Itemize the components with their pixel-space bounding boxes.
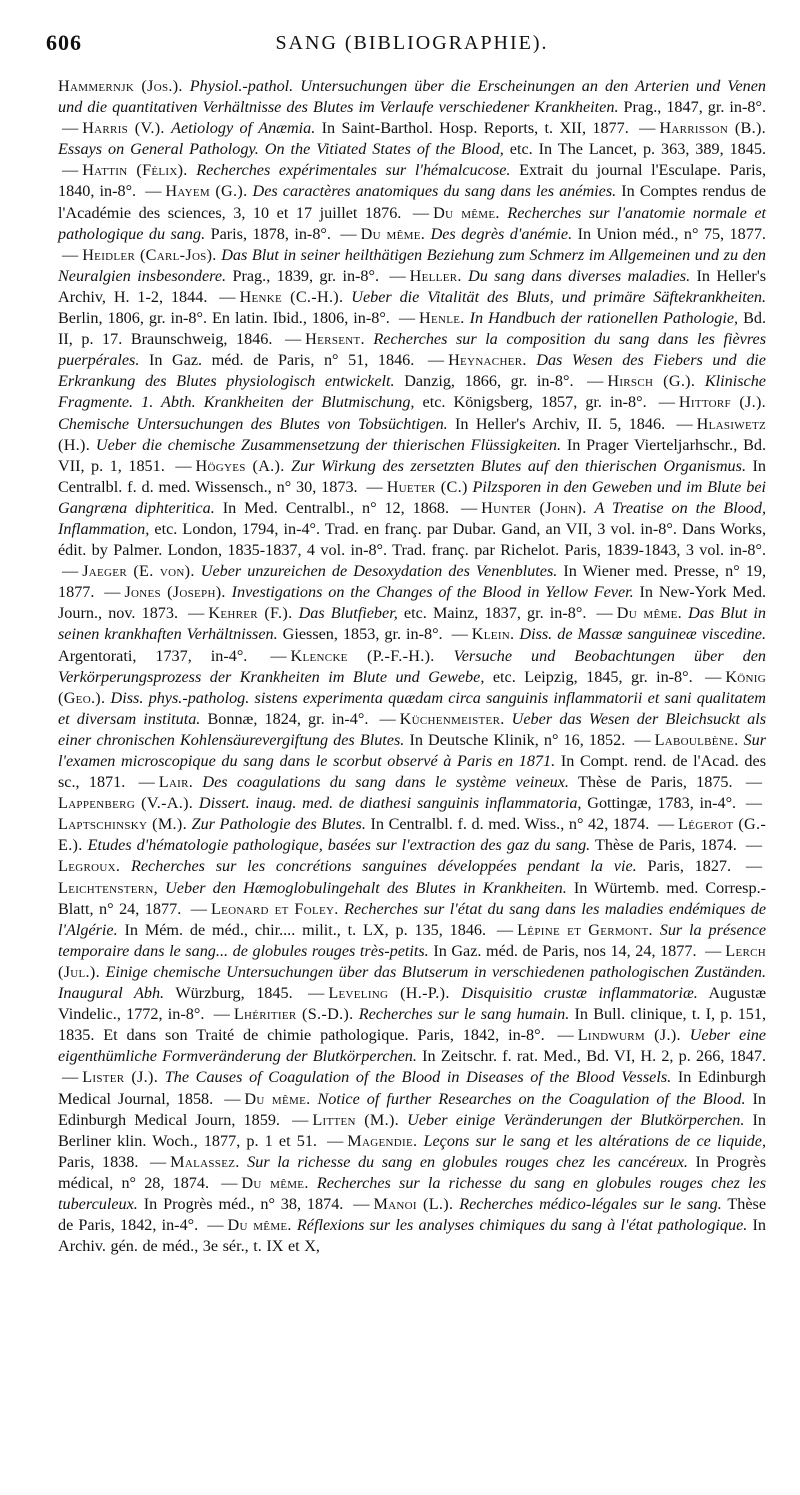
entry-separator: — bbox=[427, 351, 445, 370]
entry-title: Du sang dans diverses maladies. bbox=[468, 266, 691, 285]
entry-author: Jaeger (E. von). bbox=[82, 562, 195, 581]
entry-author: Hammernjk (Jos.). bbox=[58, 77, 183, 95]
entry-publication: In Deutsche Klinik, n° 16, 1852. bbox=[409, 730, 626, 749]
entry-separator: — bbox=[398, 309, 416, 328]
entry-author: Kehrer (F.). bbox=[208, 604, 293, 623]
entry-title: Zur Wirkung des zersetzten Blutes auf den thierischen Organismus. bbox=[291, 456, 746, 475]
entry-publication: In Progrès méd., n° 38, 1874. bbox=[143, 1194, 344, 1213]
entry-title: Recherches sur les concrétions sanguines développées pendant la vie. bbox=[130, 857, 637, 876]
entry-publication: Prag., 1839, gr. in-8°. bbox=[232, 266, 380, 285]
entry-publication: Gottingæ, 1783, in-4°. bbox=[587, 794, 737, 813]
entry-author: König (Geo.). bbox=[58, 667, 766, 707]
entry-author: Hunter (John). bbox=[481, 498, 587, 517]
page-number: 606 bbox=[46, 30, 82, 55]
entry-separator: — bbox=[412, 203, 430, 222]
entry-separator: — bbox=[224, 1089, 241, 1108]
entry-title: Ueber unzureichen de Desoxydation des Venenblutes. bbox=[200, 562, 558, 581]
entry-publication: etc. Leipzig, 1845, gr. in-8°. bbox=[492, 667, 693, 686]
entry-separator: — bbox=[639, 119, 656, 138]
entry-author: Heynacher. bbox=[448, 351, 527, 370]
entry-publication: In Mém. de méd., chir.... milit., t. LX, p. 135, 1846. bbox=[124, 920, 487, 939]
bibliography-entry bbox=[336, 225, 766, 243]
entry-separator: — bbox=[745, 794, 763, 813]
entry-author: Du même. bbox=[616, 604, 682, 623]
entry-separator: — bbox=[207, 1216, 224, 1235]
entry-author: Harrisson (B.). bbox=[659, 119, 766, 138]
entry-publication: In Zeitschr. f. rat. Med., Bd. VI, H. 2, p. 266, 1847. bbox=[422, 1047, 766, 1066]
entry-separator: — bbox=[587, 372, 604, 391]
entry-title: Ueber die chemische Zusammensetzung der thierischen Flüssigkeiten. bbox=[95, 435, 562, 454]
entry-separator: — bbox=[657, 815, 675, 834]
entry-title: Einige chemische Untersuchungen über das Blutserum in verschiedenen pathologischen Zuständen. Inaugural Abh. bbox=[58, 962, 767, 1003]
entry-author: Leichtenstern, bbox=[58, 878, 159, 897]
entry-publication: In Heller's Archiv, H. 1-2, 1844. bbox=[58, 266, 767, 306]
entry-author: Klencke (P.-F.-H.). bbox=[290, 646, 435, 665]
entry-author: Hayem (G.). bbox=[165, 182, 248, 201]
entry-title: Notice of further Researches on the Coagulation of the Blood. bbox=[317, 1089, 746, 1108]
entry-author: Hittorf (J.). bbox=[678, 393, 766, 412]
entry-publication: In Centralbl. f. d. med. Wiss., n° 42, 1874. bbox=[370, 815, 650, 834]
entry-publication: etc. Königsberg, 1857, gr. in-8°. bbox=[422, 393, 647, 412]
entry-author: Hersent. bbox=[305, 330, 365, 349]
entry-separator: — bbox=[149, 1152, 167, 1171]
entry-author: Heidler (Carl-Jos). bbox=[82, 245, 217, 264]
entry-separator: — bbox=[366, 477, 383, 496]
entry-title: Recherches médico-légales sur le sang. bbox=[459, 1194, 722, 1213]
entry-publication: Bonnæ, 1824, gr. in-4°. bbox=[207, 709, 369, 728]
entry-author: Litten (M.). bbox=[312, 1110, 399, 1129]
entry-title: Pilzsporen in den Geweben und im Blute bei Gangræna diphteritica. bbox=[58, 477, 766, 517]
entry-title: Ueber einige Veränderungen der Blutkörperchen. bbox=[407, 1110, 745, 1129]
entry-title: Des caractères anatomiques du sang dans les anémies. bbox=[252, 182, 617, 201]
entry-title: A Treatise on the Blood, Inflammation, bbox=[58, 498, 767, 538]
entry-separator: — bbox=[705, 667, 722, 686]
entry-publication: Paris, 1838. bbox=[58, 1152, 139, 1171]
entry-author: Laptschinsky (M.). bbox=[58, 815, 187, 834]
entry-separator: — bbox=[62, 161, 79, 180]
entry-publication: Thèse de Paris, 1874. bbox=[594, 836, 737, 855]
entry-author: Lister (J.). bbox=[82, 1068, 159, 1087]
entry-title: Das Blut in seiner heilthätigen Beziehung zum Schmerz im Allgemeinen und zu den Neuralgien insbesondere. bbox=[58, 245, 766, 285]
entry-author: Högyes (A.). bbox=[195, 456, 285, 475]
entry-author: Lhéritier (S.-D.). bbox=[233, 1005, 354, 1024]
entry-title: In Handbuch der rationellen Pathologie, bbox=[469, 309, 739, 328]
entry-author: Malassez. bbox=[170, 1152, 240, 1171]
entry-title: Diss. phys.-patholog. sistens experimenta quædam circa sanguinis inflammatorii et sani qualitatem et diversam instituta. bbox=[58, 688, 766, 728]
entry-separator: — bbox=[705, 941, 722, 960]
entry-title: Etudes d'hématologie pathologique, basées sur l'extraction des gaz du sang. bbox=[87, 836, 591, 855]
entry-title: Ueber eine eigenthümliche Formveränderung der Blutkörperchen. bbox=[58, 1026, 766, 1066]
entry-title: Dissert. inaug. med. de diathesi sanguinis inflammatoria, bbox=[198, 794, 582, 813]
entry-separator: — bbox=[379, 709, 396, 728]
entry-publication: In Compt. rend. de l'Acad. des sc., 1871. bbox=[58, 752, 767, 792]
entry-separator: — bbox=[596, 604, 613, 623]
entry-separator: — bbox=[62, 562, 79, 581]
entry-publication: In Saint-Barthol. Hosp. Reports, t. XII, 1877. bbox=[321, 119, 629, 138]
entry-author: Heller. bbox=[409, 266, 462, 285]
entry-author: Klein. bbox=[471, 625, 515, 644]
entry-author: Henle. bbox=[419, 309, 465, 328]
entry-separator: — bbox=[104, 583, 121, 602]
entry-separator: — bbox=[327, 1131, 344, 1150]
entry-author: Du même. bbox=[244, 1089, 311, 1108]
entry-title: Disquisitio crustæ inflammatoriæ. bbox=[461, 984, 698, 1003]
entry-publication: In Gaz. méd. de Paris, n° 51, 1846. bbox=[148, 351, 415, 370]
entry-publication: Paris, 1878, in-8°. bbox=[210, 224, 331, 243]
entry-author: Légerot (G.-E.). bbox=[58, 815, 767, 855]
entry-publication: In Heller's Archiv, II. 5, 1846. bbox=[455, 414, 666, 433]
bibliography-entry bbox=[184, 604, 592, 622]
entry-publication: Paris, 1827. bbox=[647, 857, 732, 876]
entry-publication: In Archiv. gén. de méd., 3e sér., t. IX et X, bbox=[58, 1216, 766, 1256]
entry-publication: etc. In The Lancet, p. 363, 389, 1845. bbox=[509, 140, 767, 159]
entry-author: Du même. bbox=[360, 224, 426, 243]
entry-author: Lerch (Jul.). bbox=[58, 941, 766, 981]
entry-author: Küchenmeister. bbox=[399, 709, 505, 728]
entry-title: Essays on General Pathology. On the Vitiated States of the Blood, bbox=[58, 140, 504, 159]
entry-publication: Thèse de Paris, 1842, in-4°. bbox=[58, 1194, 767, 1235]
entry-title: Sur la présence temporaire dans le sang... de globules rouges très-petits. bbox=[58, 920, 767, 960]
entry-author: Henke (C.-H.). bbox=[239, 287, 344, 306]
entry-separator: — bbox=[62, 245, 79, 264]
entry-separator: — bbox=[62, 1068, 79, 1087]
entry-separator: — bbox=[219, 287, 236, 306]
entry-title: Recherches sur l'état du sang dans les maladies endémiques de l'Algérie. bbox=[58, 899, 767, 939]
entry-publication: Argentorati, 1737, in-4°. bbox=[58, 646, 248, 665]
entry-publication: In Prager Vierteljarhschr., Bd. VII, p. 1, 1851. bbox=[58, 435, 767, 475]
entry-separator: — bbox=[145, 182, 162, 201]
entry-separator: — bbox=[745, 836, 763, 855]
entry-separator: — bbox=[138, 773, 155, 792]
entry-separator: — bbox=[221, 1173, 238, 1192]
entry-publication: Würzburg, 1845. bbox=[175, 984, 293, 1003]
bibliography-text bbox=[58, 76, 766, 1257]
entry-publication: In Edinburgh Medical Journal, 1858. bbox=[58, 1068, 767, 1108]
entry-separator: — bbox=[658, 393, 675, 412]
entry-separator: — bbox=[175, 456, 192, 475]
entry-author: Lindwurm (J.). bbox=[577, 1026, 681, 1045]
entry-separator: — bbox=[188, 604, 205, 623]
entry-separator: — bbox=[389, 266, 406, 285]
entry-publication: In Bull. clinique, t. I, p. 151, 1835. Et dans son Traité de chimie pathologique. Paris, 1842, in-8°. bbox=[58, 1005, 767, 1045]
entry-author: Lair. bbox=[158, 773, 194, 792]
entry-separator: — bbox=[292, 1110, 309, 1129]
entry-title: Das Blut in seinen krankhaften Verhältnissen. bbox=[58, 604, 767, 644]
entry-author: Legroux. bbox=[58, 857, 121, 876]
entry-title: Klinische Fragmente. 1. Abth. Krankheiten der Blutmischung, bbox=[58, 372, 766, 412]
bibliography-entry bbox=[58, 77, 766, 116]
entry-title: Versuche und Beobachtungen über den Verkörperungsprozess der Krankheiten im Blute und Gewebe, bbox=[58, 646, 767, 686]
entry-publication: In Med. Centralbl., n° 12, 1868. bbox=[222, 498, 450, 517]
entry-title: Recherches sur la richesse du sang en globules rouges chez les tuberculeux. bbox=[58, 1173, 767, 1213]
entry-title: Réflexions sur les analyses chimiques du sang à l'état pathologique. bbox=[296, 1216, 748, 1235]
entry-publication: Giessen, 1853, gr. in-8°. bbox=[282, 625, 443, 644]
entry-author: Jones (Joseph). bbox=[124, 583, 226, 602]
entry-separator: — bbox=[496, 920, 514, 939]
entry-author: Leveling (H.-P.). bbox=[328, 984, 450, 1003]
entry-separator: — bbox=[460, 498, 478, 517]
entry-title: Zur Pathologie des Blutes. bbox=[191, 815, 366, 834]
entry-publication: Extrait du journal l'Esculape. Paris, 1840, in-8°. bbox=[58, 161, 767, 201]
entry-separator: — bbox=[62, 119, 79, 138]
entry-publication: In Union méd., n° 75, 1877. bbox=[577, 224, 766, 243]
entry-publication: etc. London, 1794, in-4°. Trad. en franç. par Dubar. Gand, an VII, 3 vol. in-8°. Dans Works, édit. by Palmer. London, 1835-1837, 4 vol. in-8°. Trad. franç. par Richelot. Paris, 1839-1843, 3 vol. in-8°. bbox=[58, 519, 767, 560]
entry-separator: — bbox=[284, 330, 302, 349]
entry-separator: — bbox=[308, 984, 325, 1003]
entry-publication: Danzig, 1866, gr. in-8°. bbox=[404, 372, 574, 391]
entry-title: Chemische Untersuchungen des Blutes von Tobsüchtigen. bbox=[58, 414, 448, 433]
entry-title: Aetiology of Anæmia. bbox=[171, 119, 316, 138]
entry-publication: Berlin, 1806, gr. in-8°. En latin. Ibid., 1806, in-8°. bbox=[58, 309, 390, 328]
entry-separator: — bbox=[213, 1005, 230, 1024]
entry-title: Investigations on the Changes of the Blood in Yellow Fever. bbox=[231, 583, 634, 602]
entry-author: Hlasiwetz (H.). bbox=[58, 414, 767, 454]
entry-author: Lépine et Germont. bbox=[517, 920, 653, 939]
entry-publication: Bd. II, p. 17. Braunschweig, 1846. bbox=[58, 309, 767, 349]
entry-publication: In Berliner klin. Woch., 1877, p. 1 et 51. bbox=[58, 1110, 767, 1150]
entry-title: Recherches expérimentales sur l'hémalcucose. bbox=[196, 161, 511, 180]
entry-publication: Augustæ Vindelic., 1772, in-8°. bbox=[58, 984, 767, 1024]
entry-publication: In Wiener med. Presse, n° 19, 1877. bbox=[58, 562, 767, 602]
entry-publication: Thèse de Paris, 1875. bbox=[577, 773, 733, 792]
entry-author: Du même. bbox=[433, 203, 500, 222]
entry-author: Harris (V.). bbox=[82, 119, 165, 138]
entry-author: Laboulbène. bbox=[654, 730, 739, 749]
entry-publication: etc. Mainz, 1837, gr. in-8°. bbox=[403, 604, 587, 623]
entry-publication: In New-York Med. Journ., nov. 1873. bbox=[58, 583, 766, 623]
entry-author: Hattin (Félix). bbox=[82, 161, 188, 180]
entry-title: Sur la richesse du sang en globules rouges chez les cancéreux. bbox=[247, 1152, 688, 1171]
entry-title: Recherches sur le sang humain. bbox=[358, 1005, 570, 1024]
entry-title: Ueber die Vitalität des Bluts, und primäre Säftekrankheiten. bbox=[351, 287, 767, 306]
header-title: SANG (BIBLIOGRAPHIE). bbox=[275, 32, 549, 54]
entry-separator: — bbox=[676, 414, 693, 433]
entry-publication: In Centralbl. f. d. med. Wissensch., n° 30, 1873. bbox=[58, 456, 767, 496]
entry-separator: — bbox=[353, 1194, 370, 1213]
entry-author: Magendie. bbox=[347, 1131, 418, 1150]
entry-title: Des degrès d'anémie. bbox=[430, 224, 573, 243]
entry-separator: — bbox=[745, 773, 763, 792]
entry-author: Du même. bbox=[227, 1216, 292, 1235]
entry-title: Leçons sur le sang et les altérations de ce liquide, bbox=[423, 1131, 766, 1150]
bibliography-entry bbox=[135, 773, 742, 791]
entry-title: The Causes of Coagulation of the Blood in Diseases of the Blood Vessels. bbox=[164, 1068, 672, 1087]
entry-title: Physiol.-pathol. Untersuchungen über die Erscheinungen an den Arterien und Venen und die quantitativen Verhältnisse des Blutes im Verlaufe verschiedener Krankheiten. bbox=[58, 77, 766, 117]
entry-separator: — bbox=[745, 857, 763, 876]
entry-title: Recherches sur la composition du sang dans les fièvres puerpérales. bbox=[58, 330, 767, 370]
entry-author: Hueter (C.) bbox=[386, 477, 468, 496]
entry-separator: — bbox=[451, 625, 468, 644]
entry-title: Sur l'examen microscopique du sang dans le scorbut observé à Paris en 1871. bbox=[58, 730, 767, 770]
entry-separator: — bbox=[634, 730, 651, 749]
entry-publication: In Würtemb. med. Corresp.-Blatt, n° 24, 1877. bbox=[58, 878, 767, 918]
entry-separator: — bbox=[190, 899, 207, 918]
entry-separator: — bbox=[340, 224, 357, 243]
entry-author: Manoi (L.). bbox=[373, 1194, 454, 1213]
entry-separator: — bbox=[557, 1026, 574, 1045]
entry-author: Lappenberg (V.-A.). bbox=[58, 794, 194, 813]
entry-publication: In Progrès médical, n° 28, 1874. bbox=[58, 1152, 767, 1192]
entry-title: Diss. de Massæ sanguineæ viscedine. bbox=[519, 625, 766, 644]
entry-title: Recherches sur l'anatomie normale et pathologique du sang. bbox=[58, 203, 767, 243]
entry-title: Des coagulations du sang dans le système veineux. bbox=[202, 773, 569, 792]
running-head bbox=[46, 30, 766, 62]
entry-publication: In Comptes rendus de l'Académie des sciences, 3, 10 et 17 juillet 1876. bbox=[58, 182, 767, 222]
entry-title: Ueber das Wesen der Bleichsuckt als einer chronischen Kohlensäurevergiftung des Blutes. bbox=[58, 709, 766, 749]
entry-separator: — bbox=[270, 646, 287, 665]
entry-title: Das Blutfieber, bbox=[298, 604, 398, 623]
entry-publication: In Gaz. méd. de Paris, nos 14, 24, 1877. bbox=[433, 941, 697, 960]
entry-title: Ueber den Hæmoglobulingehalt des Blutes in Krankheiten. bbox=[165, 878, 567, 897]
entry-author: Hirsch (G.). bbox=[607, 372, 696, 391]
entry-publication: Prag., 1847, gr. in-8°. bbox=[623, 98, 767, 117]
entry-author: Du même. bbox=[241, 1173, 309, 1192]
entry-author: Leonard et Foley. bbox=[210, 899, 339, 918]
bibliography-entry bbox=[58, 119, 635, 137]
entry-title: Das Wesen des Fiebers und die Erkrankung des Blutes physiologisch entwickelt. bbox=[58, 351, 766, 391]
entry-publication: In Edinburgh Medical Journ, 1859. bbox=[58, 1089, 766, 1129]
